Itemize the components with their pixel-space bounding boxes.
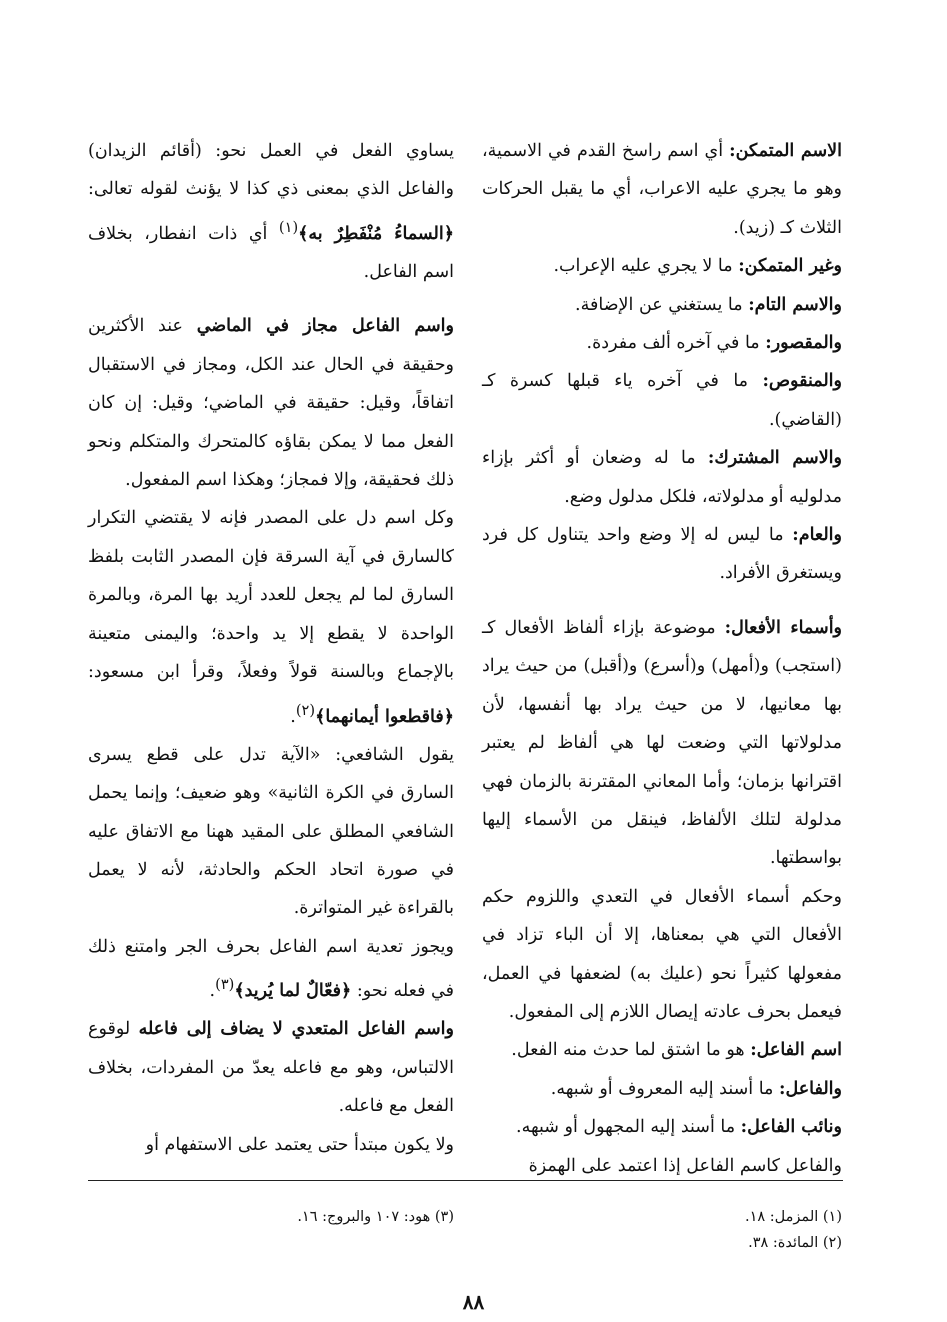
paragraph bbox=[482, 1108, 842, 1146]
footnote-ref: (٢) bbox=[295, 701, 316, 719]
term: الاسم المتمكن: bbox=[729, 141, 842, 161]
definition: ما له وضعان أو أكثر بإزاء مدلوليه أو مدلولاته، فلكل مدلول وضع. bbox=[482, 448, 842, 507]
definition: ما أسند إليه المعروف أو شبهه. bbox=[550, 1078, 779, 1099]
paragraph: والفاعل كاسم الفاعل إذا اعتمد على الهمزة bbox=[528, 1155, 842, 1176]
text-run: أي ذات انفطار، بخلاف اسم الفاعل. bbox=[88, 223, 454, 283]
definition: موضوعة بإزاء ألفاظ الأفعال كـ (استجب) و(أمهل) و(أسرع) و(أقبل) من حيث يراد بها معانيها، لا من حيث يراد بها أنفسها، لأن مدلولاتها التي وضعت لها هي ألفاظ لم يعتبر اقترانها بزمان؛ وأما المعاني المقترنة بالزمان فهي مدلولة لتلك الألفاظ، فينقل من الأسماء إليها بواسطتها. bbox=[482, 617, 842, 869]
right-text-column bbox=[482, 132, 842, 1185]
footnote-ref: (٣) bbox=[215, 976, 235, 994]
definition: عند الأكثرين وحقيقة في الحال عند الكل، ومجاز في الاستقبال اتفاقاً، وقيل: حقيقة في الماضي؛ وقيل: إن كان الفعل مما لا يمكن بقاؤه كالمتحرك والمتكلم ونحو ذلك فحقيقة، وإلا فمجاز؛ وهكذا اسم المفعول. bbox=[88, 316, 454, 491]
footnote: (١) المزمل: ١٨. bbox=[745, 1209, 842, 1225]
text-run: ويجوز تعدية اسم الفاعل بحرف الجر وامتنع ذلك في فعله نحو: bbox=[88, 936, 454, 1002]
left-text-column bbox=[88, 132, 454, 1164]
paragraph bbox=[88, 1010, 454, 1125]
definition: ما ليس له إلا وضع واحد يتناول كل فرد ويستغرق الأفراد. bbox=[482, 525, 842, 584]
term: والمنقوص: bbox=[762, 371, 842, 392]
term: واسم الفاعل مجاز في الماضي bbox=[196, 316, 454, 337]
text-run: يساوي الفعل في العمل نحو: (أقائم الزيدان) والفاعل الذي بمعنى ذي كذا لا يؤنث لقوله تعالى: bbox=[88, 141, 454, 200]
definition: ما لا يجري عليه الإعراب. bbox=[553, 256, 739, 277]
definition: هو ما اشتق لما حدث منه الفعل. bbox=[511, 1040, 751, 1061]
definition: ما في آخره ألف مفردة. bbox=[586, 333, 766, 354]
paragraph: ولا يكون مبتدأ حتى يعتمد على الاستفهام أو bbox=[145, 1134, 454, 1155]
paragraph bbox=[482, 324, 842, 362]
text-run: وكل اسم دل على المصدر فإنه لا يقتضي التكرار كالسارق في آية السرقة فإن المصدر الثابت بلفظ السارق لما لم يجعل للعدد أريد بها المرة، وبالمرة الواحدة لا يقطع إلا يد واحدة؛ واليمنى متعينة بالإجماع وبالسنة قولاً وفعلاً، وقرأ ابن مسعود: bbox=[88, 508, 454, 683]
paragraph bbox=[482, 362, 842, 439]
paragraph bbox=[482, 609, 842, 878]
definition: أي اسم راسخ القدم في الاسمية، وهو ما يجري عليه الاعراب، أي ما يقبل الحركات الثلاث كـ (زيد). bbox=[482, 141, 842, 238]
paragraph bbox=[88, 307, 454, 499]
definition: ما يستغني عن الإضافة. bbox=[575, 294, 749, 315]
term: اسم الفاعل: bbox=[750, 1040, 842, 1061]
term: والاسم المشترك: bbox=[707, 448, 842, 469]
footnotes-left bbox=[160, 1204, 454, 1230]
paragraph bbox=[88, 928, 454, 1011]
paragraph bbox=[482, 516, 842, 593]
paragraph bbox=[88, 499, 454, 735]
paragraph bbox=[482, 439, 842, 516]
paragraph bbox=[88, 132, 454, 291]
term: والعام: bbox=[792, 525, 842, 546]
paragraph bbox=[482, 286, 842, 324]
term: والاسم التام: bbox=[748, 294, 842, 315]
quran-quote: ﴿فعّالٌ لما يُريد﴾ bbox=[234, 981, 352, 1002]
paragraph bbox=[482, 1070, 842, 1108]
footnote-divider bbox=[88, 1180, 843, 1181]
definition: ما في آخره ياء قبلها كسرة كـ (القاضي). bbox=[482, 371, 842, 430]
paragraph bbox=[482, 132, 842, 247]
footnote: (٣) هود: ١٠٧ والبروج: ١٦. bbox=[297, 1209, 454, 1225]
term: وغير المتمكن: bbox=[738, 256, 842, 277]
term: وأسماء الأفعال: bbox=[724, 617, 843, 638]
quran-quote: ﴿فاقطعوا أيمانهما﴾ bbox=[315, 706, 454, 727]
text-run: . bbox=[209, 981, 216, 1002]
definition: ما أسند إليه المجهول أو شبهه. bbox=[516, 1117, 741, 1138]
footnote: (٢) المائدة: ٣٨. bbox=[748, 1235, 842, 1251]
footnote-ref: (١) bbox=[278, 218, 299, 236]
term: ونائب الفاعل: bbox=[740, 1117, 842, 1138]
page-number: ٨٨ bbox=[462, 1290, 485, 1314]
paragraph: يقول الشافعي: «الآية تدل على قطع يسرى السارق في الكرة الثانية» وهو ضعيف؛ وإنما يحمل الشافعي المطلق على المقيد ههنا مع الاتفاق عليه في صورة اتحاد الحكم والحادثة، لأنه لا يعمل بالقراءة غير المتواترة. bbox=[88, 744, 454, 919]
term: والمقصور: bbox=[765, 333, 842, 354]
definition: لوقوع الالتباس، وهو مع فاعله يعدّ من المفردات، بخلاف الفعل مع فاعله. bbox=[88, 1019, 454, 1117]
quran-quote: ﴿السماءُ مُنْفَطِرٌ به﴾ bbox=[298, 223, 454, 244]
text-run: . bbox=[290, 706, 296, 727]
paragraph bbox=[482, 1031, 842, 1069]
footnotes-right bbox=[560, 1204, 842, 1256]
paragraph bbox=[482, 247, 842, 285]
term: واسم الفاعل المتعدي لا يضاف إلى فاعله bbox=[138, 1019, 454, 1040]
paragraph: وحكم أسماء الأفعال في التعدي واللزوم حكم الأفعال التي هي بمعناها، إلا أن الباء تزاد في مفعولها كثيراً نحو (عليك به) لضعفها في العمل، فيعمل بحرف عادته إيصال اللازم إلى المفعول. bbox=[482, 886, 842, 1022]
term: والفاعل: bbox=[779, 1078, 842, 1099]
